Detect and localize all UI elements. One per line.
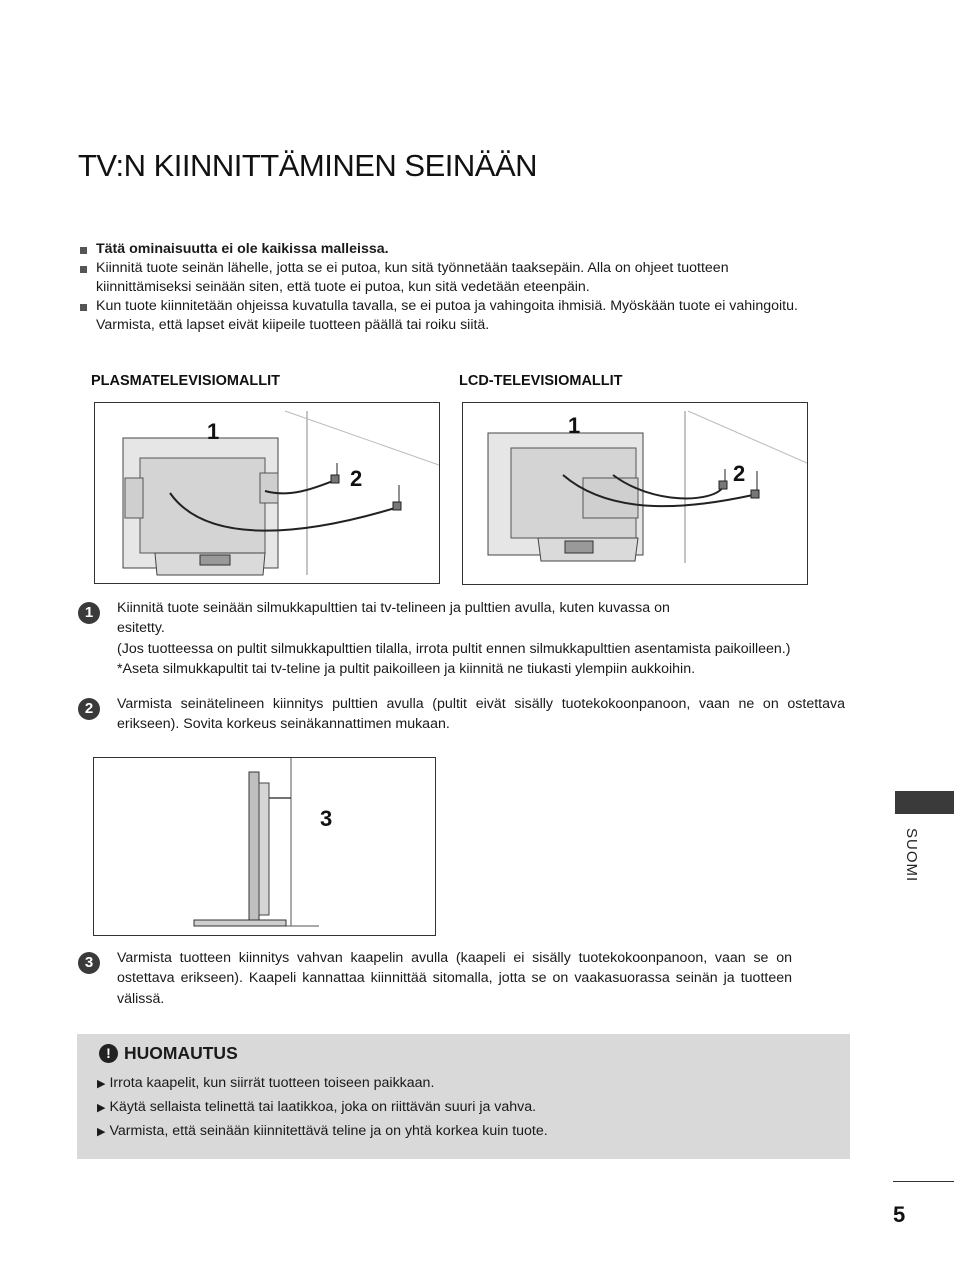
note-item <box>97 1075 434 1091</box>
language-tab-marker <box>895 791 954 814</box>
arrow-right-icon: ▶ <box>97 1102 106 1114</box>
side-view-cable-drawing <box>94 758 435 935</box>
side-view-illustration <box>93 757 436 936</box>
lcd-illustration <box>462 402 808 585</box>
plasma-models-label: PLASMATELEVISIOMALLIT <box>91 373 281 389</box>
note-item-text: Käytä sellaista telinettä tai laatikkoa, joka on riittävän suuri ja vahva. <box>109 1099 537 1115</box>
page-number-rule <box>893 1181 954 1182</box>
note-item-text: Varmista, että seinään kiinnitettävä teline ja on yhtä korkea kuin tuote. <box>109 1123 548 1139</box>
bullet-item: Tätä ominaisuutta ei ole kaikissa malleissa. <box>78 240 823 259</box>
lcd-callout-1: 1 <box>568 413 581 438</box>
step-number-badge: 3 <box>78 952 100 974</box>
page-title: TV:N KIINNITTÄMINEN SEINÄÄN <box>78 148 538 183</box>
note-item <box>97 1123 548 1139</box>
intro-bullets <box>78 240 823 335</box>
step-text <box>117 598 845 680</box>
plasma-callout-1: 1 <box>207 419 220 444</box>
bullet-item: Kiinnitä tuote seinän lähelle, jotta se ei putoa, kun sitä työnnetään taaksepäin. Alla on ohjeet tuotteen kiinnittämiseksi seinään siten, että tuote ei putoa, kun sitä vedetään eteenpäin. <box>78 259 823 297</box>
page-number: 5 <box>893 1202 906 1227</box>
note-box <box>77 1034 850 1159</box>
warning-icon: ! <box>99 1044 118 1063</box>
step-number-badge: 1 <box>78 602 100 624</box>
language-label: SUOMI <box>903 828 920 883</box>
step-text: Varmista tuotteen kiinnitys vahvan kaapelin avulla (kaapeli ei sisälly tuotekokoonpanoon, vaan se on ostettava erikseen). Kaapeli kannattaa kiinnittää sitomalla, jotta se on vaakasuorassa seinän ja tuotteen välissä. <box>117 950 792 1007</box>
arrow-right-icon: ▶ <box>97 1126 106 1138</box>
note-item-text: Irrota kaapelit, kun siirrät tuotteen toiseen paikkaan. <box>109 1075 435 1091</box>
note-item <box>97 1099 536 1115</box>
bullet-item: Kun tuote kiinnitetään ohjeissa kuvatulla tavalla, se ei putoa ja vahingoita ihmisiä. Myöskään tuote ei vahingoitu. Varmista, että lapset eivät kiipeile tuotteen päällä tai roiku siitä. <box>78 297 823 335</box>
step-line: Kiinnitä tuote seinään silmukkapulttien tai tv-telineen ja pulttien avulla, kuten kuvassa on esitetty. <box>117 600 670 637</box>
step-2 <box>78 698 848 743</box>
step-line: (Jos tuotteessa on pultit silmukkapulttien tilalla, irrota pultit ennen silmukkapulttien asentamista paikoilleen.) <box>117 640 791 657</box>
step-text: Varmista seinätelineen kiinnitys pulttien avulla (pultit eivät sisälly tuotekokoonpanoon, vaan ne on ostettava erikseen). Sovita korkeus seinäkannattimen mukaan. <box>117 696 845 733</box>
note-title: HUOMAUTUS <box>124 1043 238 1063</box>
step-line: *Aseta silmukkapultit tai tv-teline ja pultit paikoilleen ja kiinnitä ne tiukasti ylempiin aukkoihin. <box>117 661 696 678</box>
step-number-badge: 2 <box>78 698 100 720</box>
step-3 <box>78 952 848 1017</box>
plasma-wall-mount-drawing <box>95 403 439 583</box>
lcd-callout-2: 2 <box>733 461 746 486</box>
note-header <box>99 1043 238 1064</box>
lcd-wall-mount-drawing <box>463 403 807 584</box>
step-1 <box>78 600 848 678</box>
side-view-callout-3: 3 <box>320 806 333 831</box>
plasma-callout-2: 2 <box>350 466 363 491</box>
arrow-right-icon: ▶ <box>97 1078 106 1090</box>
plasma-illustration <box>94 402 440 584</box>
lcd-models-label: LCD-TELEVISIOMALLIT <box>459 373 623 389</box>
